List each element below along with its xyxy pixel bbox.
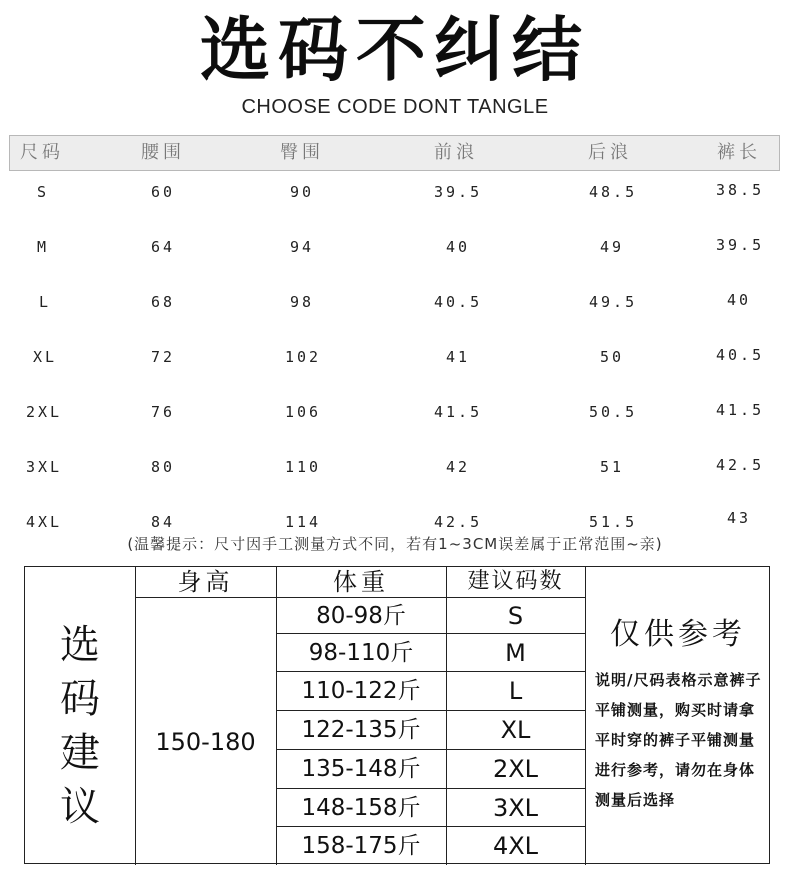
back-rise-cell: 49.5: [589, 293, 638, 311]
weight-cell: 80-98斤: [316, 603, 406, 629]
weight-cell: 148-158斤: [301, 795, 421, 821]
header-weight: 体重: [333, 568, 389, 596]
header-front-rise: 前浪: [434, 142, 478, 163]
weight-cell: 158-175斤: [301, 833, 421, 859]
table-row: [0, 182, 790, 202]
side-title-char: 选: [60, 622, 100, 668]
size-cell: XL: [33, 348, 58, 366]
hip-cell: 98: [290, 293, 315, 311]
waist-cell: 76: [151, 403, 176, 421]
suggested-size-cell: M: [505, 639, 526, 667]
divider: [276, 633, 585, 634]
table-row: [0, 457, 790, 477]
header-back-rise: 后浪: [588, 142, 632, 163]
size-cell: 2XL: [26, 403, 63, 421]
back-rise-cell: 48.5: [589, 183, 638, 201]
reference-title: 仅供参考: [610, 617, 746, 652]
table-row: [0, 237, 790, 257]
size-cell: L: [39, 293, 52, 311]
suggested-size-cell: S: [507, 602, 524, 630]
table-row: [0, 347, 790, 367]
size-recommendation-table: [24, 566, 770, 864]
side-title-char: 议: [60, 784, 100, 830]
hip-cell: 114: [285, 513, 322, 531]
header-height: 身高: [177, 568, 234, 596]
size-cell: 4XL: [26, 513, 63, 531]
suggested-size-cell: L: [508, 677, 523, 705]
side-title-char: 建: [60, 730, 100, 776]
weight-cell: 98-110斤: [308, 640, 414, 666]
back-rise-cell: 49: [600, 238, 625, 256]
front-rise-cell: 40: [446, 238, 471, 256]
reference-description: 说明/尺码表格示意裤子平铺测量，购买时请拿平时穿的裤子平铺测量进行参考，请勿在身体测量后选择: [595, 671, 762, 809]
table-row: [0, 402, 790, 422]
size-cell: S: [37, 183, 50, 201]
side-title-char: 码: [60, 676, 100, 722]
weight-cell: 110-122斤: [301, 678, 421, 704]
header-suggested-size: 建议码数: [467, 569, 564, 594]
length-cell: 39.5: [716, 236, 765, 254]
hip-cell: 106: [285, 403, 322, 421]
table-row: [0, 292, 790, 312]
suggested-size-cell: 3XL: [492, 794, 539, 822]
measurement-note: (温馨提示：尺寸因手工测量方式不同，若有1~3CM误差属于正常范围~亲): [127, 535, 663, 553]
suggested-size-cell: 2XL: [492, 755, 539, 783]
length-cell: 42.5: [716, 456, 765, 474]
table-row: [0, 509, 790, 532]
waist-cell: 68: [151, 293, 176, 311]
weight-cell: 135-148斤: [301, 756, 421, 782]
header-length: 裤长: [717, 142, 761, 163]
weight-cell: 122-135斤: [301, 717, 421, 743]
divider: [276, 788, 585, 789]
back-rise-cell: 50.5: [589, 403, 638, 421]
front-rise-cell: 42.5: [434, 513, 483, 531]
waist-cell: 84: [151, 513, 176, 531]
page-subtitle: CHOOSE CODE DONT TANGLE: [241, 96, 549, 118]
waist-cell: 64: [151, 238, 176, 256]
size-cell: M: [37, 238, 50, 256]
length-cell: 43: [727, 509, 752, 527]
front-rise-cell: 42: [446, 458, 471, 476]
header-hip: 臀围: [280, 142, 324, 163]
back-rise-cell: 51.5: [589, 513, 638, 531]
length-cell: 38.5: [716, 181, 765, 199]
front-rise-cell: 39.5: [434, 183, 483, 201]
hip-cell: 94: [290, 238, 315, 256]
header-size: 尺码: [20, 142, 64, 163]
divider: [276, 671, 585, 672]
divider: [135, 597, 585, 598]
divider: [276, 710, 585, 711]
divider: [276, 749, 585, 750]
hip-cell: 110: [285, 458, 322, 476]
page-title: 选码不纠结: [200, 9, 590, 91]
front-rise-cell: 41: [446, 348, 471, 366]
waist-cell: 60: [151, 183, 176, 201]
length-cell: 40: [727, 291, 752, 309]
waist-cell: 80: [151, 458, 176, 476]
header-waist: 腰围: [141, 142, 185, 163]
divider: [135, 567, 136, 865]
waist-cell: 72: [151, 348, 176, 366]
size-cell: 3XL: [26, 458, 63, 476]
suggested-size-cell: XL: [500, 716, 531, 744]
hip-cell: 102: [285, 348, 322, 366]
hip-cell: 90: [290, 183, 315, 201]
length-cell: 40.5: [716, 346, 765, 364]
height-range: 150-180: [155, 728, 256, 756]
front-rise-cell: 40.5: [434, 293, 483, 311]
divider: [276, 826, 585, 827]
size-table-header: [9, 135, 780, 171]
front-rise-cell: 41.5: [434, 403, 483, 421]
back-rise-cell: 51: [600, 458, 625, 476]
suggested-size-cell: 4XL: [492, 832, 539, 860]
length-cell: 41.5: [716, 401, 765, 419]
back-rise-cell: 50: [600, 348, 625, 366]
